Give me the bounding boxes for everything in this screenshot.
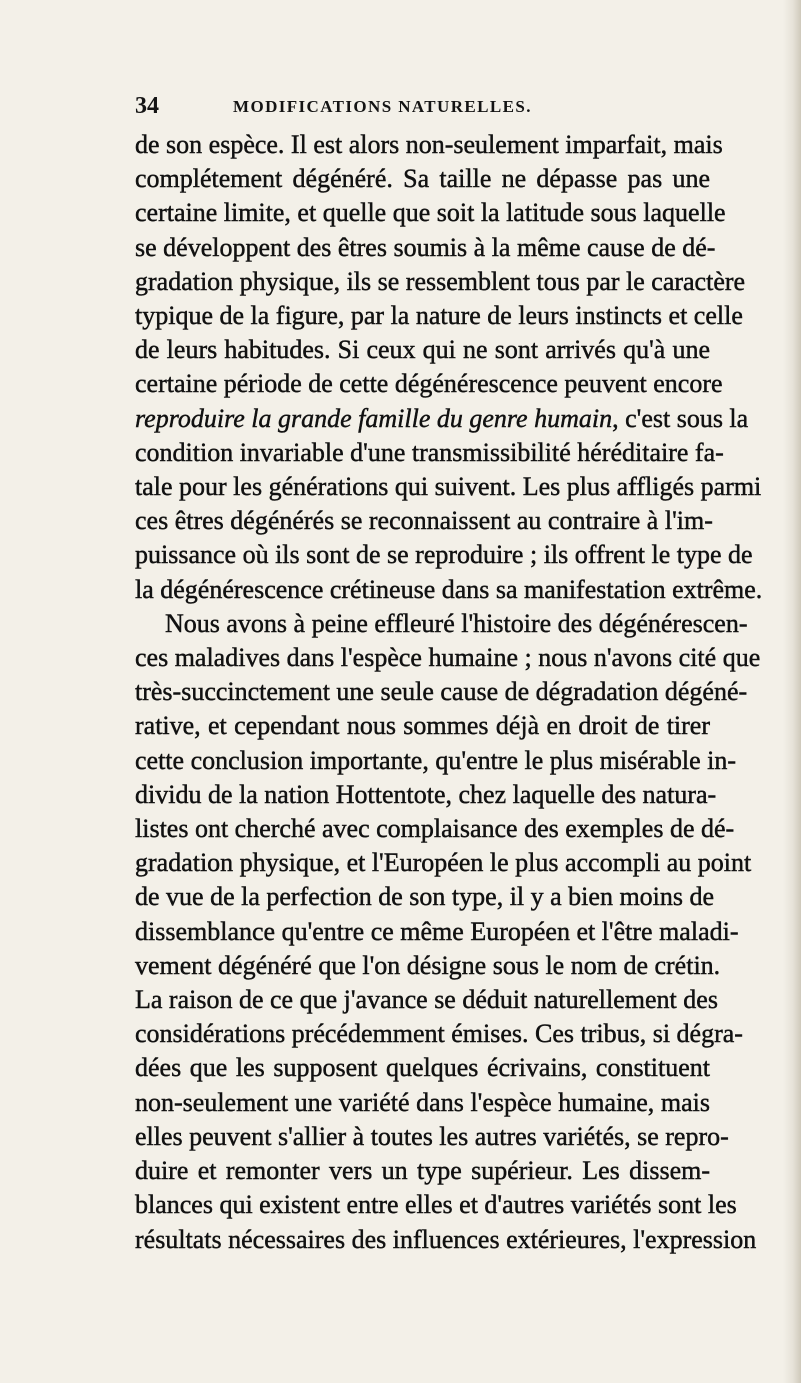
italic-phrase: reproduire la grande famille du genre humain (135, 403, 613, 433)
body-paragraphs (135, 128, 763, 1257)
text-line: blances qui existent entre elles et d'autres variétés sont les (135, 1190, 737, 1220)
text-line: tale pour les générations qui suivent. Les plus affligés parmi (135, 472, 762, 502)
text-line: typique de la figure, par la nature de leurs instincts et celle (135, 301, 743, 331)
text-line: considérations précédemment émises. Ces tribus, si dégra- (135, 1019, 743, 1049)
text-line: listes ont cherché avec complaisance des exemples de dé- (135, 814, 735, 844)
page-number: 34 (135, 93, 159, 119)
text-line: gradation physique, et l'Européen le plus accompli au point (135, 848, 752, 878)
page-edge-shadow (783, 0, 801, 1383)
text-line: Nous avons à peine effleuré l'histoire des dégénérescen- (165, 608, 748, 638)
text-line: ces maladives dans l'espèce humaine ; nous n'avons cité que (135, 643, 761, 673)
text-line: de son espèce. Il est alors non-seulement imparfait, mais (135, 130, 723, 159)
text-line: certaine limite, et quelle que soit la latitude sous laquelle (135, 198, 726, 228)
page-header (135, 92, 695, 120)
text-line: dividu de la nation Hottentote, chez laquelle des natura- (135, 779, 717, 809)
text-line: vement dégénéré que l'on désigne sous le nom de crétin. (135, 950, 721, 980)
text-line: complétement dégénéré. Sa taille ne dépasse pas une (135, 164, 710, 194)
text-line-rest: , c'est sous la (612, 403, 749, 433)
text-line: se développent des êtres soumis à la même cause de dé- (135, 232, 716, 262)
text-line: gradation physique, ils se ressemblent tous par le caractère (135, 266, 746, 296)
text-line: la dégénérescence crétineuse dans sa manifestation extrême. (135, 574, 763, 604)
text-line: duire et remonter vers un type supérieur. Les dissem- (135, 1156, 710, 1186)
text-line: La raison de ce que j'avance se déduit naturellement des (135, 985, 718, 1015)
text-line: elles peuvent s'allier à toutes les autres variétés, se repro- (135, 1121, 729, 1151)
text-line-with-italic (135, 402, 749, 436)
text-line: certaine période de cette dégénérescence peuvent encore (135, 369, 723, 399)
text-line: de leurs habitudes. Si ceux qui ne sont arrivés qu'à une (135, 335, 710, 365)
text-line: puissance où ils sont de se reproduire ; ils offrent le type de (135, 540, 753, 570)
text-line: très-succinctement une seule cause de dégradation dégéné- (135, 677, 748, 707)
text-line: dées que les supposent quelques écrivains, constituent (135, 1053, 710, 1083)
text-line: résultats nécessaires des influences extérieures, l'expression (135, 1224, 757, 1254)
text-line: rative, et cependant nous sommes déjà en droit de tirer (135, 711, 710, 741)
text-line: non-seulement une variété dans l'espèce humaine, mais (135, 1087, 710, 1117)
text-line: ces êtres dégénérés se reconnaissent au contraire à l'im- (135, 506, 713, 536)
text-line: condition invariable d'une transmissibilité héréditaire fa- (135, 437, 724, 467)
text-line: de vue de la perfection de son type, il y a bien moins de (135, 882, 715, 912)
text-line: cette conclusion importante, qu'entre le plus misérable in- (135, 745, 737, 775)
running-head: MODIFICATIONS NATURELLES. (233, 97, 532, 116)
text-line: dissemblance qu'entre ce même Européen et l'être maladi- (135, 916, 739, 946)
